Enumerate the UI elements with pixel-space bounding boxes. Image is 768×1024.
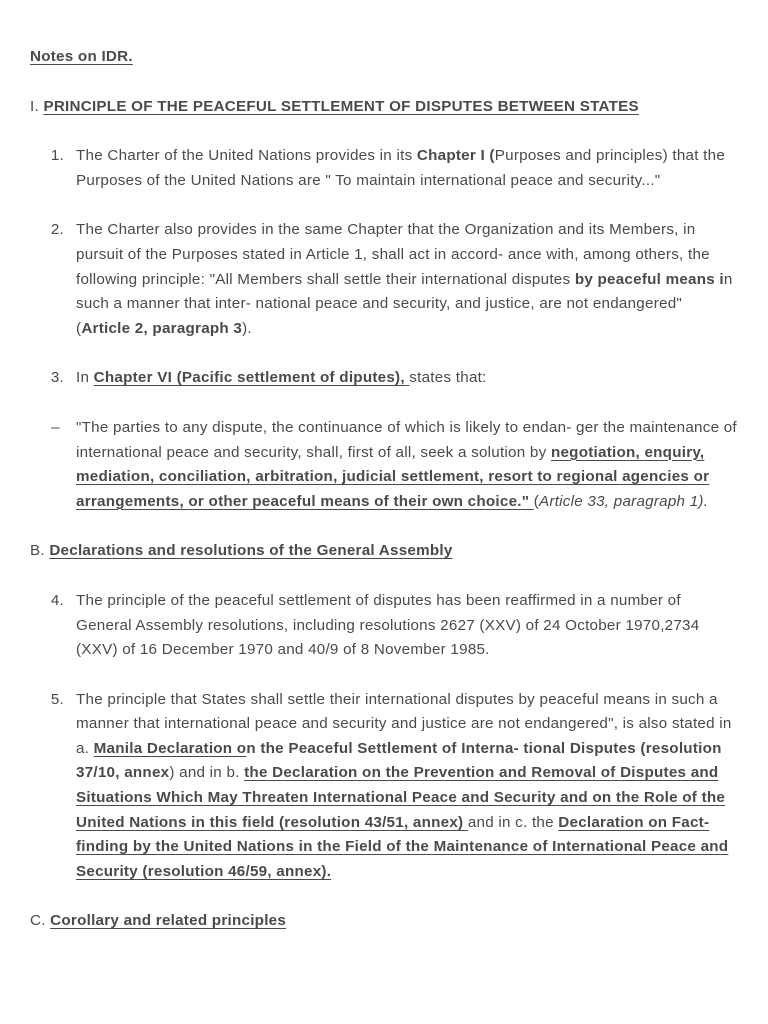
section-i-heading: [30, 95, 738, 120]
list-item-5: [30, 688, 738, 885]
item-1-text: The Charter of the United Nations provides in its Chapter I (Purposes and principles) that the Purposes of the United Nations are " To maintain international peace and security...": [76, 147, 726, 189]
section-c-marker: C.: [30, 912, 46, 930]
item-number: 1.: [50, 147, 64, 165]
item-3-text: In Chapter VI (Pacific settlement of diputes), states that:: [76, 369, 487, 387]
section-b-heading: [30, 539, 738, 564]
item-5-text: The principle that States shall settle their international disputes by peaceful means in such a manner that international peace and security and justice are not endangered", is also stated in a. Manila Declaration on the Peaceful Settlement of Interna- tional Disputes (resolution 37/10, annex) and in b. the Declaration on the Prevention and Removal of Disputes and Situations Which May Threaten International Peace and Security and on the Role of the United Nations in this field (resolution 43/51, annex) and in c. the Declaration on Fact-finding by the United Nations in the Field of the Maintenance of International Peace and Security (resolution 46/59, annex).: [76, 690, 732, 880]
section-i-marker: I.: [30, 97, 39, 115]
list-item-2: [30, 218, 738, 341]
section-c-title: Corollary and related principles: [50, 912, 287, 930]
list-item-4: [30, 589, 738, 663]
section-b-title: Declarations and resolutions of the General Assembly: [49, 542, 453, 560]
item-number: 2.: [50, 221, 64, 239]
section-b-marker: B.: [30, 542, 45, 560]
document-title: Notes on IDR.: [30, 48, 133, 65]
item-number: 3.: [50, 369, 64, 387]
item-2-text: The Charter also provides in the same Chapter that the Organization and its Members, in pursuit of the Purposes stated in Article 1, shall act in accord- ance with, among others, the following principle: "All Members shall settle their international disputes by peaceful means in such a manner that inter- national peace and security, and justice, are not endangered" (Article 2, paragraph 3).: [76, 221, 733, 337]
item-4-text: The principle of the peaceful settlement of disputes has been reaffirmed in a number of General Assembly resolutions, including resolutions 2627 (XXV) of 24 October 1970,2734 (XXV) of 16 December 1970 and 40/9 of 8 November 1985.: [76, 591, 700, 659]
quote-text: "The parties to any dispute, the continuance of which is likely to endan- ger the maintenance of international peace and security, shall, first of all, seek a solution by negotiation, enquiry, mediation, conciliation, arbitration, judicial settlement, resort to regional agencies or arrangements, or other peaceful means of their own choice." (Article 33, paragraph 1).: [76, 418, 737, 510]
list-item-1: [30, 144, 738, 193]
section-c-heading: [30, 909, 738, 934]
item-number: 4.: [50, 591, 64, 609]
list-item-3: [30, 366, 738, 391]
dash-marker: –: [51, 418, 60, 436]
item-number: 5.: [50, 690, 64, 708]
section-i-title: PRINCIPLE OF THE PEACEFUL SETTLEMENT OF DISPUTES BETWEEN STATES: [43, 97, 639, 115]
quoted-article-33: [30, 416, 738, 514]
